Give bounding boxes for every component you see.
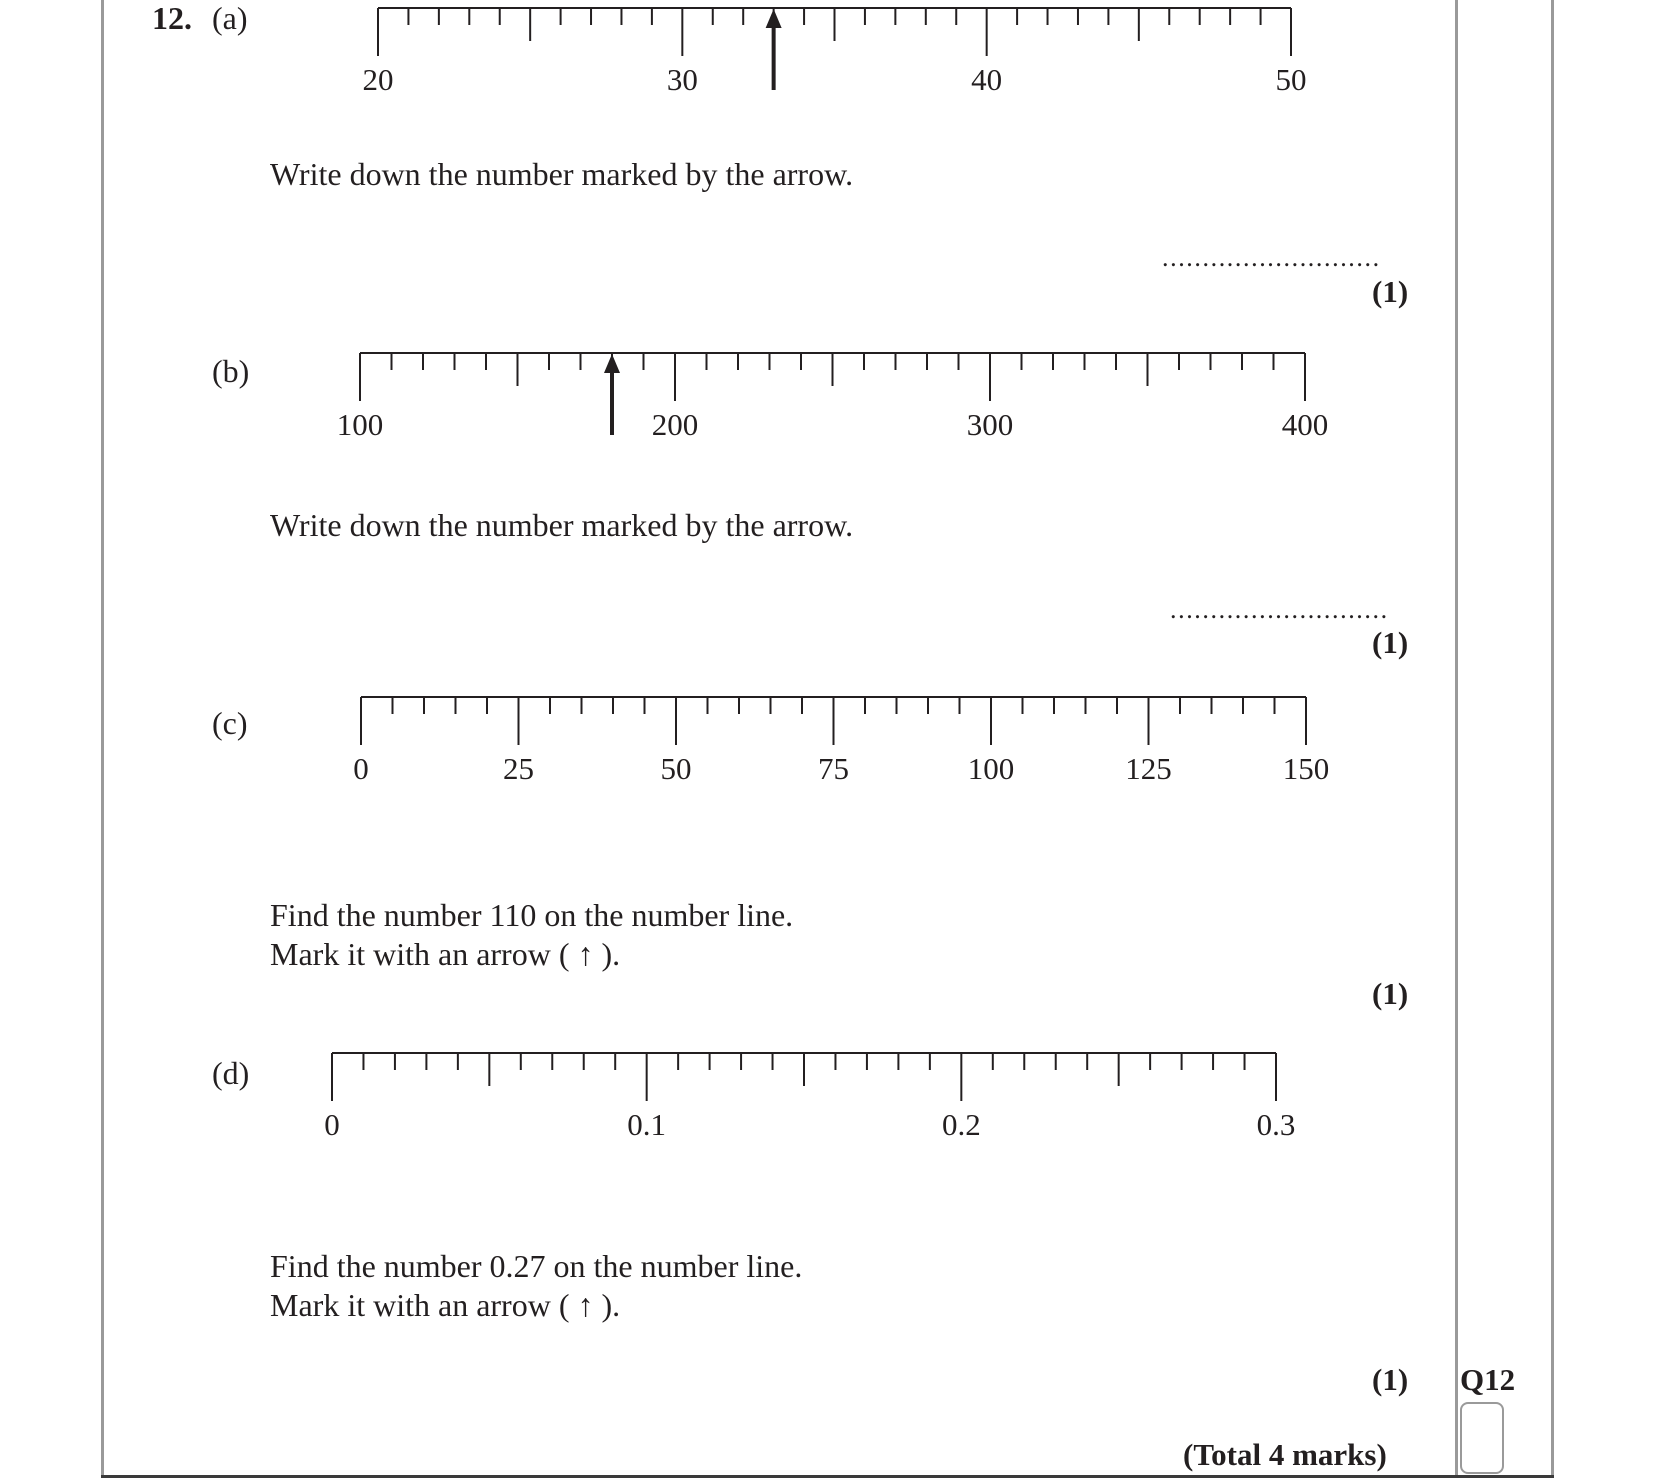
part-c-prompt-line-2: Mark it with an arrow ( ↑ ). xyxy=(270,936,621,972)
part-a-prompt: Write down the number marked by the arrow. xyxy=(270,156,854,192)
tick-label: 100 xyxy=(967,751,1015,786)
number-line-group xyxy=(363,8,1307,97)
margin-border xyxy=(1455,0,1458,1478)
tick-label: 75 xyxy=(818,751,849,786)
examiner-mark-box xyxy=(1460,1402,1504,1474)
number-line-group xyxy=(324,1053,1295,1142)
part-d-label: (d) xyxy=(212,1055,250,1091)
number-line-group xyxy=(337,353,1329,442)
part-c-marks: (1) xyxy=(1372,976,1409,1011)
part-a-label: (a) xyxy=(212,0,248,36)
tick-label: 50 xyxy=(1275,62,1307,97)
part-d-prompt-line-1: Find the number 0.27 on the number line. xyxy=(270,1248,803,1284)
question-number: 12. xyxy=(152,0,192,36)
question-margin-label: Q12 xyxy=(1460,1362,1516,1397)
page-border-bottom xyxy=(101,1475,1554,1478)
tick-label: 200 xyxy=(651,407,699,442)
part-b-marks: (1) xyxy=(1372,625,1409,660)
arrow-marker xyxy=(766,9,782,90)
tick-label: 100 xyxy=(336,407,384,442)
tick-label: 0.3 xyxy=(1256,1107,1296,1142)
part-a-marks: (1) xyxy=(1372,274,1409,309)
part-d-prompt-line-2: Mark it with an arrow ( ↑ ). xyxy=(270,1287,621,1323)
tick-label: 0 xyxy=(324,1107,340,1142)
tick-label: 150 xyxy=(1282,751,1330,786)
part-c-prompt-line-1: Find the number 110 on the number line. xyxy=(270,897,794,933)
answer-line-b[interactable]: ........................... xyxy=(1170,595,1389,624)
arrow-marker xyxy=(604,354,620,435)
part-b-prompt: Write down the number marked by the arrow. xyxy=(270,507,854,543)
page-border-left xyxy=(101,0,104,1478)
part-b-label: (b) xyxy=(212,353,250,389)
tick-label: 125 xyxy=(1125,751,1172,786)
tick-label: 25 xyxy=(503,751,534,786)
tick-label: 0 xyxy=(353,751,369,786)
arrow-up-icon xyxy=(766,9,782,28)
tick-label: 400 xyxy=(1281,407,1329,442)
part-c-label: (c) xyxy=(212,705,248,741)
answer-line-a[interactable]: ........................... xyxy=(1162,243,1381,272)
tick-label: 40 xyxy=(971,62,1003,97)
arrow-up-icon xyxy=(604,354,620,373)
tick-label: 300 xyxy=(966,407,1014,442)
page-border-right xyxy=(1551,0,1554,1478)
tick-label: 0.2 xyxy=(941,1107,981,1142)
tick-label: 0.1 xyxy=(627,1107,667,1142)
number-line-group xyxy=(353,697,1329,786)
tick-label: 50 xyxy=(660,751,692,786)
tick-label: 30 xyxy=(666,62,698,97)
tick-label: 20 xyxy=(362,62,394,97)
total-marks: (Total 4 marks) xyxy=(1183,1437,1387,1472)
part-d-marks: (1) xyxy=(1372,1362,1409,1397)
